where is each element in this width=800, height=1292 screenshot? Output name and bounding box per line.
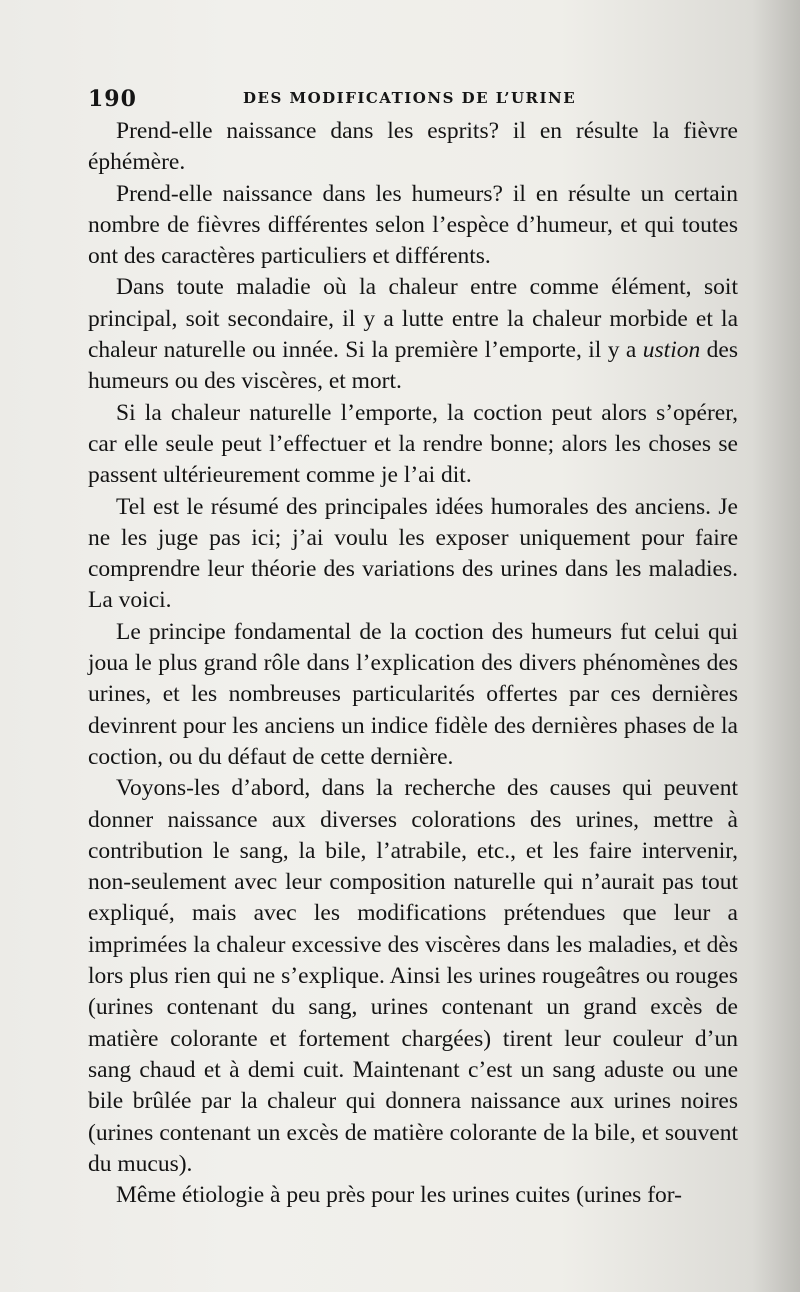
paragraph-text: des humeurs ou des viscères, et mort.: [88, 337, 738, 395]
italic-term: ustion: [642, 337, 701, 364]
page-header: [88, 86, 748, 116]
paragraph: [88, 272, 738, 397]
page-number: 190: [88, 86, 137, 112]
paragraph: Voyons-les d’abord, dans la recherche des causes qui peuvent donner naissance aux diverses colorations des urines, mettre à contribution le sang, la bile, l’atrabile, etc., et les faire intervenir, non-seulement avec leur composition naturelle qui n’aurait pas tout expliqué, mais avec les modifications prétendues que leur a imprimées la chaleur excessive des viscères dans les maladies, et dès lors plus rien qui ne s’explique. Ainsi les urines rougeâtres ou rouges (urines contenant du sang, urines contenant un grand excès de matière colorante et fortement chargées) tirent leur couleur d’un sang chaud et à demi cuit. Maintenant c’est un sang aduste ou une bile brûlée par la chaleur qui donnera naissance aux urines noires (urines contenant un excès de matière colorante de la bile, et souvent du mucus).: [88, 775, 738, 1177]
paragraph: Si la chaleur naturelle l’emporte, la coction peut alors s’opérer, car elle seule peut l’effectuer et la rendre bonne; alors les choses se passent ultérieurement comme je l’ai dit.: [88, 399, 738, 489]
paragraph: Tel est le résumé des principales idées humorales des anciens. Je ne les juge pas ici; j’ai voulu les exposer uniquement pour faire comprendre leur théorie des variations des urines dans les maladies. La voici.: [88, 493, 738, 614]
paragraph-text: Dans toute maladie où la chaleur entre comme élément, soit principal, soit secondaire, il y a lutte entre la chaleur morbide et la chaleur naturelle ou innée. Si la première l’emporte, il y a: [88, 274, 738, 364]
paragraph: Même étiologie à peu près pour les urines cuites (urines for-: [116, 1182, 682, 1209]
body-text: [88, 116, 738, 1211]
paragraph: Le principe fondamental de la coction des humeurs fut celui qui joua le plus grand rôle dans l’explication des divers phénomènes des urines, et les nombreuses particularités offertes par ces dernières devinrent pour les anciens un indice fidèle des dernières phases de la coction, ou du défaut de cette dernière.: [88, 618, 738, 770]
paragraph: Prend-elle naissance dans les esprits? il en résulte la fièvre éphémère.: [88, 118, 738, 176]
paragraph: Prend-elle naissance dans les humeurs? il en résulte un certain nombre de fièvres différentes selon l’espèce d’humeur, et qui toutes ont des caractères particuliers et différents.: [88, 180, 738, 270]
running-title: DES MODIFICATIONS DE L’URINE: [243, 89, 577, 107]
